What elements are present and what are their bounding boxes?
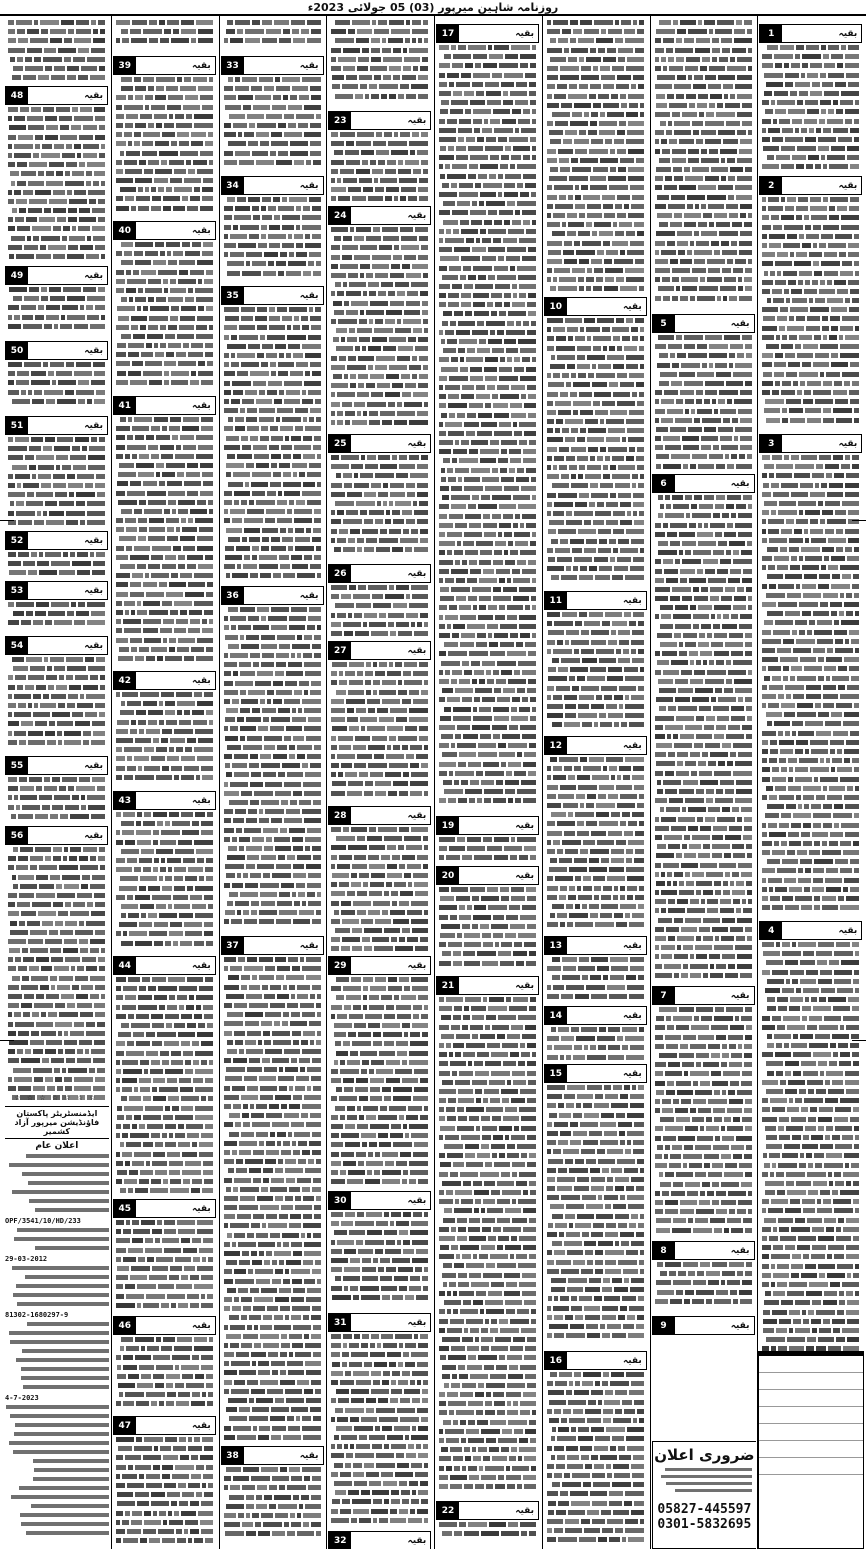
article-text: [437, 43, 536, 814]
article-text: [6, 18, 105, 84]
article-text: [222, 18, 321, 54]
continued-box-52: [5, 531, 108, 550]
continued-label: بقیہ: [730, 478, 750, 489]
article-text: [329, 660, 428, 804]
continued-label: بقیہ: [299, 590, 319, 601]
continued-number: 2: [760, 177, 782, 194]
continued-label: بقیہ: [407, 1195, 427, 1206]
column-6: [219, 16, 326, 1549]
article-text: [329, 453, 428, 562]
continued-box-17: [436, 24, 539, 43]
article-text: [437, 995, 536, 1499]
continued-box-45: [113, 1199, 216, 1218]
article-text: [329, 583, 428, 639]
continued-number: 43: [114, 792, 136, 809]
fold-mark-left-top: [0, 520, 14, 521]
page-header: [0, 0, 866, 16]
article-text: [6, 600, 105, 634]
continued-label: بقیہ: [84, 830, 103, 841]
continued-label: بقیہ: [515, 1505, 534, 1516]
continued-number: 13: [545, 937, 567, 954]
article-text: [222, 605, 321, 934]
continued-label: بقیہ: [622, 1068, 642, 1079]
staff-row: [759, 1356, 863, 1373]
article-text: [114, 975, 213, 1197]
continued-box-14: [544, 1006, 647, 1025]
article-text: [437, 1520, 536, 1547]
article-text: [545, 1370, 644, 1547]
continued-label: بقیہ: [407, 210, 427, 221]
article-text: [114, 240, 213, 394]
article-text: [114, 810, 213, 954]
continued-number: 48: [6, 87, 28, 104]
continued-label: بقیہ: [622, 740, 642, 751]
continued-label: بقیہ: [191, 1320, 211, 1331]
continued-box-47: [113, 1416, 216, 1435]
continued-box-21: [436, 976, 539, 995]
continued-box-6: [652, 474, 755, 493]
continued-label: بقیہ: [84, 420, 103, 431]
article-text: [114, 415, 213, 669]
continued-box-16: [544, 1351, 647, 1370]
continued-number: 37: [222, 937, 244, 954]
article-text: [545, 755, 644, 934]
continued-number: 35: [222, 287, 244, 304]
column-4: [434, 16, 541, 1549]
continued-box-23: [328, 111, 431, 130]
continued-label: بقیہ: [407, 1317, 427, 1328]
notice-reference: 4-7-2023: [5, 1394, 39, 1402]
article-text: [545, 955, 644, 1004]
continued-label: بقیہ: [622, 1355, 642, 1366]
continued-box-42: [113, 671, 216, 690]
continued-box-37: [221, 936, 324, 955]
continued-label: بقیہ: [407, 115, 427, 126]
continued-label: بقیہ: [407, 810, 427, 821]
article-text: [6, 105, 105, 264]
fold-mark-right-top: [852, 520, 866, 521]
staff-row: [759, 1458, 863, 1475]
continued-box-5: [652, 314, 755, 333]
continued-label: بقیہ: [730, 1320, 750, 1331]
continued-number: 25: [329, 435, 351, 452]
continued-label: بقیہ: [515, 980, 534, 991]
article-text: [6, 655, 105, 754]
article-text: [329, 975, 428, 1189]
continued-box-51: [5, 416, 108, 435]
continued-number: 38: [222, 1447, 244, 1464]
continued-number: 41: [114, 397, 136, 414]
article-text: [329, 130, 428, 204]
continued-number: 3: [760, 435, 782, 452]
fold-mark-right-bottom: [852, 1040, 866, 1041]
continued-box-22: [436, 1501, 539, 1520]
continued-label: بقیہ: [838, 925, 858, 936]
continued-label: بقیہ: [730, 990, 750, 1001]
article-text: [222, 1465, 321, 1547]
continued-number: 21: [437, 977, 459, 994]
article-text: [760, 195, 859, 432]
article-text: [222, 75, 321, 174]
continued-label: بقیہ: [84, 760, 103, 771]
announcement-body: [657, 1468, 753, 1502]
masthead-box: [758, 1351, 864, 1549]
continued-number: 16: [545, 1352, 567, 1369]
continued-box-44: [113, 956, 216, 975]
column-8: [4, 16, 110, 1549]
continued-box-9: [652, 1316, 755, 1335]
continued-box-39: [113, 56, 216, 75]
article-text: [653, 493, 752, 984]
notice-reference: 81302-1680297-9: [5, 1311, 69, 1319]
column-3: [542, 16, 649, 1549]
notice-reference: OPF/3541/10/HD/233: [5, 1217, 81, 1225]
continued-number: 42: [114, 672, 136, 689]
continued-label: بقیہ: [838, 28, 858, 39]
continued-number: 4: [760, 922, 782, 939]
continued-box-41: [113, 396, 216, 415]
continued-number: 24: [329, 207, 351, 224]
continued-label: بقیہ: [407, 645, 427, 656]
continued-label: بقیہ: [191, 1420, 211, 1431]
continued-number: 15: [545, 1065, 567, 1082]
continued-label: بقیہ: [84, 535, 103, 546]
article-text: [114, 1435, 213, 1547]
article-text: [329, 18, 428, 109]
newspaper-page: [2, 16, 864, 1549]
continued-number: 1: [760, 25, 782, 42]
column-1: [757, 16, 864, 1549]
article-text: [437, 885, 536, 974]
continued-label: بقیہ: [407, 438, 427, 449]
article-text: [222, 305, 321, 584]
continued-box-35: [221, 286, 324, 305]
continued-label: بقیہ: [622, 301, 642, 312]
continued-label: بقیہ: [838, 180, 858, 191]
continued-number: 19: [437, 817, 459, 834]
continued-number: 10: [545, 298, 567, 315]
continued-number: 56: [6, 827, 28, 844]
continued-label: بقیہ: [515, 870, 534, 881]
article-text: [114, 18, 213, 54]
continued-label: بقیہ: [191, 675, 211, 686]
continued-box-28: [328, 806, 431, 825]
continued-box-31: [328, 1313, 431, 1332]
continued-box-48: [5, 86, 108, 105]
continued-label: بقیہ: [622, 595, 642, 606]
continued-number: 33: [222, 57, 244, 74]
article-text: [6, 775, 105, 824]
continued-box-8: [652, 1241, 755, 1260]
continued-number: 44: [114, 957, 136, 974]
column-5: [326, 16, 433, 1549]
article-text: [329, 825, 428, 954]
continued-number: 20: [437, 867, 459, 884]
continued-label: بقیہ: [191, 400, 211, 411]
continued-number: 34: [222, 177, 244, 194]
continued-number: 27: [329, 642, 351, 659]
continued-number: 36: [222, 587, 244, 604]
staff-row: [759, 1373, 863, 1390]
continued-number: 26: [329, 565, 351, 582]
continued-number: 55: [6, 757, 28, 774]
notice-heading: اعلان عام: [35, 1141, 79, 1151]
continued-label: بقیہ: [84, 585, 103, 596]
notice-reference: 29-03-2012: [5, 1255, 48, 1263]
staff-row: [759, 1441, 863, 1458]
continued-box-38: [221, 1446, 324, 1465]
continued-box-30: [328, 1191, 431, 1210]
continued-label: بقیہ: [299, 180, 319, 191]
page-title: روزنامہ شاہین میرپور (03) 05 جولائی 2023ء: [307, 0, 559, 14]
article-text: [545, 1083, 644, 1349]
continued-label: بقیہ: [299, 940, 319, 951]
continued-label: بقیہ: [191, 960, 211, 971]
continued-box-56: [5, 826, 108, 845]
continued-number: 32: [329, 1532, 351, 1549]
continued-box-50: [5, 341, 108, 360]
continued-number: 50: [6, 342, 28, 359]
continued-number: 45: [114, 1200, 136, 1217]
notice-body: [5, 1154, 109, 1544]
continued-number: 40: [114, 222, 136, 239]
continued-label: بقیہ: [299, 1450, 319, 1461]
continued-number: 23: [329, 112, 351, 129]
staff-row: [759, 1390, 863, 1407]
continued-number: 14: [545, 1007, 567, 1024]
continued-number: 17: [437, 25, 459, 42]
continued-box-32: [328, 1531, 431, 1549]
article-text: [114, 1335, 213, 1414]
continued-box-53: [5, 581, 108, 600]
continued-box-3: [759, 434, 862, 453]
continued-box-25: [328, 434, 431, 453]
continued-box-43: [113, 791, 216, 810]
continued-box-15: [544, 1064, 647, 1083]
continued-label: بقیہ: [84, 90, 103, 101]
continued-label: بقیہ: [191, 60, 211, 71]
article-text: [760, 453, 859, 919]
announcement-phone-1: 05827-445597: [657, 1502, 752, 1517]
fold-mark-left-bottom: [0, 1040, 14, 1041]
continued-box-40: [113, 221, 216, 240]
article-text: [6, 845, 105, 1104]
continued-number: 8: [653, 1242, 675, 1259]
article-text: [6, 360, 105, 414]
continued-box-24: [328, 206, 431, 225]
continued-box-55: [5, 756, 108, 775]
continued-number: 30: [329, 1192, 351, 1209]
article-text: [545, 316, 644, 589]
article-text: [6, 550, 105, 579]
star-divider: ☆ ☆ ☆ ☆ ☆ ☆ ☆: [14, 1094, 98, 1102]
continued-box-19: [436, 816, 539, 835]
continued-label: بقیہ: [515, 820, 534, 831]
continued-label: بقیہ: [191, 225, 211, 236]
continued-box-54: [5, 636, 108, 655]
continued-label: بقیہ: [622, 1010, 642, 1021]
article-text: [760, 43, 859, 174]
continued-box-7: [652, 986, 755, 1005]
continued-label: بقیہ: [407, 568, 427, 579]
continued-label: بقیہ: [84, 640, 103, 651]
article-text: [114, 1218, 213, 1314]
article-text: [653, 333, 752, 472]
continued-box-49: [5, 266, 108, 285]
continued-number: 28: [329, 807, 351, 824]
continued-box-11: [544, 591, 647, 610]
continued-label: بقیہ: [191, 1203, 211, 1214]
continued-box-46: [113, 1316, 216, 1335]
continued-box-13: [544, 936, 647, 955]
continued-number: 6: [653, 475, 675, 492]
article-text: [653, 1005, 752, 1239]
article-text: [653, 18, 752, 312]
continued-box-2: [759, 176, 862, 195]
continued-number: 11: [545, 592, 567, 609]
continued-number: 47: [114, 1417, 136, 1434]
continued-label: بقیہ: [84, 345, 103, 356]
continued-box-1: [759, 24, 862, 43]
continued-label: بقیہ: [622, 940, 642, 951]
article-text: [545, 610, 644, 734]
continued-number: 52: [6, 532, 28, 549]
continued-number: 29: [329, 957, 351, 974]
continued-label: بقیہ: [407, 1535, 427, 1546]
public-notice: [5, 1106, 109, 1546]
continued-label: بقیہ: [191, 795, 211, 806]
continued-box-26: [328, 564, 431, 583]
continued-box-4: [759, 921, 862, 940]
article-text: [545, 18, 644, 295]
continued-number: 9: [653, 1317, 675, 1334]
article-text: [329, 225, 428, 432]
article-text: [6, 285, 105, 339]
staff-row: [759, 1407, 863, 1424]
continued-label: بقیہ: [730, 1245, 750, 1256]
continued-box-33: [221, 56, 324, 75]
announcement-ad: [652, 1441, 757, 1549]
article-text: [329, 1210, 428, 1311]
continued-label: بقیہ: [730, 318, 750, 329]
continued-label: بقیہ: [299, 290, 319, 301]
article-text: [653, 1260, 752, 1314]
continued-number: 46: [114, 1317, 136, 1334]
continued-label: بقیہ: [84, 270, 103, 281]
continued-label: بقیہ: [515, 28, 534, 39]
announcement-heading: ضروری اعلان: [654, 1446, 755, 1464]
continued-box-29: [328, 956, 431, 975]
continued-box-27: [328, 641, 431, 660]
continued-box-10: [544, 297, 647, 316]
continued-number: 39: [114, 57, 136, 74]
article-text: [222, 195, 321, 284]
continued-label: بقیہ: [299, 60, 319, 71]
announcement-phone-2: 0301-5832695: [657, 1517, 752, 1532]
article-text: [114, 690, 213, 789]
continued-box-36: [221, 586, 324, 605]
continued-number: 22: [437, 1502, 459, 1519]
continued-number: 54: [6, 637, 28, 654]
article-text: [545, 1025, 644, 1062]
article-text: [222, 955, 321, 1444]
staff-row: [759, 1424, 863, 1441]
continued-number: 12: [545, 737, 567, 754]
continued-number: 49: [6, 267, 28, 284]
continued-number: 7: [653, 987, 675, 1004]
continued-box-20: [436, 866, 539, 885]
continued-number: 51: [6, 417, 28, 434]
continued-box-34: [221, 176, 324, 195]
column-2: [650, 16, 757, 1549]
continued-number: 53: [6, 582, 28, 599]
article-text: [329, 1332, 428, 1529]
continued-number: 31: [329, 1314, 351, 1331]
article-text: [437, 835, 536, 864]
article-text: [6, 435, 105, 529]
continued-label: بقیہ: [407, 960, 427, 971]
continued-label: بقیہ: [838, 438, 858, 449]
article-text: [114, 75, 213, 219]
continued-number: 5: [653, 315, 675, 332]
notice-org: ایڈمنسٹریٹر پاکستان فاؤنڈیشن میرپور آزاد کشمیر: [5, 1106, 109, 1139]
column-7: [111, 16, 218, 1549]
continued-box-12: [544, 736, 647, 755]
